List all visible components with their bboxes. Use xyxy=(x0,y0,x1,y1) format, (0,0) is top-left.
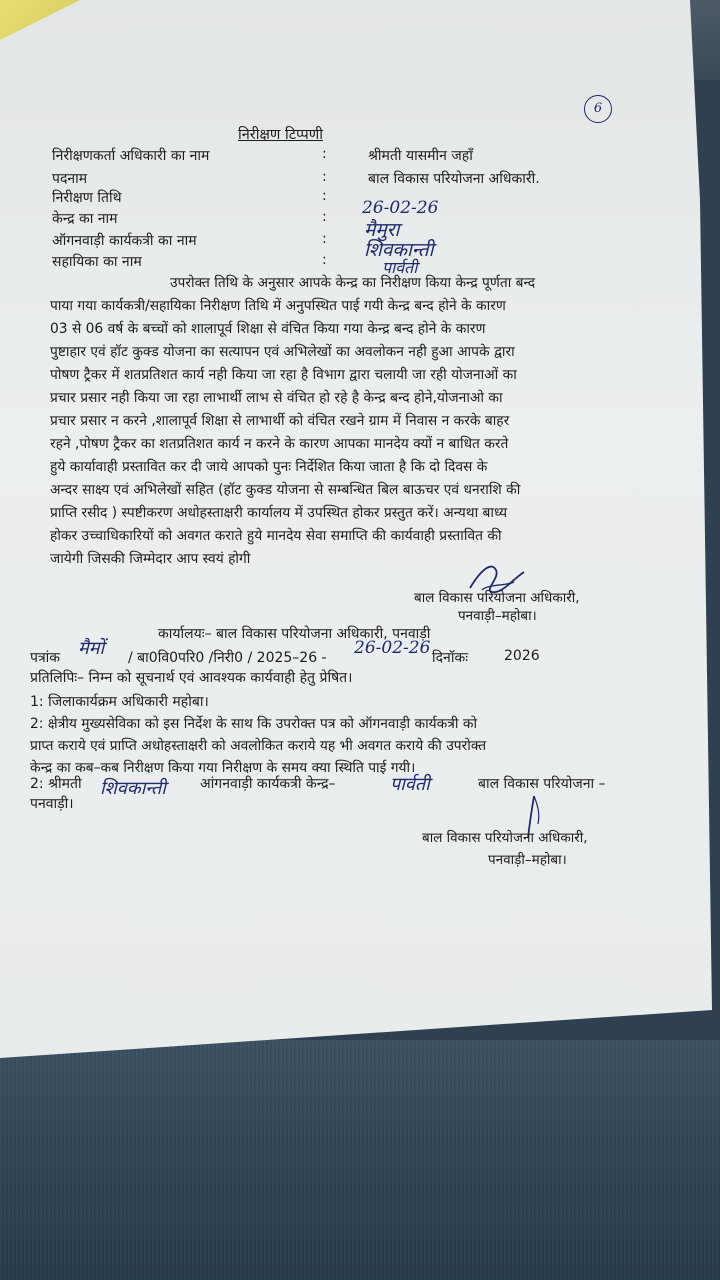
body-line: प्राप्ति रसीद ) स्पष्टीकरण अधोहस्ताक्षरी कार्यालय में उपस्थित होकर प्रस्तुत करें। अन्यथा बाध्य xyxy=(50,505,508,521)
ref-date-handwritten: 26-02-26 xyxy=(354,638,431,658)
page-number: 6 xyxy=(584,95,612,123)
signature-title: बाल विकास परियोजना अधिकारी, xyxy=(414,590,580,606)
ref-label: पत्रांक xyxy=(30,650,61,666)
field-label: पदनाम xyxy=(52,171,88,187)
signature-place: पनवाड़ी–महोबा। xyxy=(488,852,567,868)
copy-item: प्राप्त कराये एवं प्राप्ति अधोहस्ताक्षरी को अवलोकित कराये यह भी अवगत कराये की उपरोक्त xyxy=(30,738,487,754)
ref-number: / बा0वि0परि0 /निरी0 / 2025–26 - xyxy=(128,650,327,666)
field-sep: : xyxy=(322,231,327,247)
helper-name-handwritten: पार्वती xyxy=(382,258,418,277)
ref-year: 2026 xyxy=(504,648,540,664)
body-line: अन्दर साक्ष्य एवं अभिलेखों सहित (हॉट कुक्ड योजना से सम्बन्धित बिल बाऊचर एवं धनराशि की xyxy=(50,482,521,498)
field-label: निरीक्षणकर्ता अधिकारी का नाम xyxy=(52,148,210,164)
field-value: श्रीमती यासमीन जहाँ xyxy=(368,148,473,164)
field-value: बाल विकास परियोजना अधिकारी. xyxy=(368,171,540,187)
body-line: हुये कार्यावाही प्रस्तावित कर दी जाये आपको पुनः निर्देशित किया जाता है कि दो दिवस के xyxy=(50,459,488,475)
field-sep: : xyxy=(322,252,327,268)
body-line: उपरोक्त तिथि के अनुसार आपके केन्द्र का निरीक्षण किया केन्द्र पूर्णता बन्द xyxy=(170,275,536,291)
copy-item: 1: जिलाकार्यक्रम अधिकारी महोबा। xyxy=(30,694,209,710)
body-line: 03 से 06 वर्ष के बच्चों को शालापूर्व शिक्षा से वंचित किया गया केन्द्र बन्द होने के कारण xyxy=(50,321,486,337)
office-line: कार्यालयः– बाल विकास परियोजना अधिकारी, पनवाड़ी xyxy=(158,626,431,642)
body-line: पाया गया कार्यकत्री/सहायिका निरीक्षण तिथि में अनुपस्थित पाई गयी केन्द्र बन्द होने के कारण xyxy=(50,298,506,314)
copy-line: प्रतिलिपिः– निम्न को सूचनार्थ एवं आवश्यक कार्यवाही हेतु प्रेषित। xyxy=(30,670,353,686)
field-sep: : xyxy=(322,169,327,185)
body-line: होकर उच्चाधिकारियों को अवगत कराते हुये मानदेय सेवा समाप्ति की कार्यवाही प्रस्तावित की xyxy=(50,528,502,544)
field-sep: : xyxy=(322,209,327,225)
body-line: पुष्टाहार एवं हॉट कुक्ड योजना का सत्यापन एवं अभिलेखों का अवलोकन नही हुआ आपके द्वारा xyxy=(50,344,515,360)
field-label: ऑगनवाड़ी कार्यकत्री का नाम xyxy=(52,233,197,249)
field-label: केन्द्र का नाम xyxy=(52,211,118,227)
field-value-handwritten: मैमुरा xyxy=(364,219,400,241)
field-sep: : xyxy=(322,146,327,162)
field-value-handwritten: शिवकान्ती xyxy=(364,239,434,261)
ref-date-label: दिनॉकः xyxy=(432,650,469,666)
copy-item3-line2: पनवाड़ी। xyxy=(30,796,74,812)
body-line: जायेगी जिसकी जिम्मेदार आप स्वयं होगी xyxy=(50,551,251,567)
copy-item3-handwritten: पार्वती xyxy=(390,774,430,795)
copy-item3-handwritten: शिवकान्ती xyxy=(100,778,166,799)
copy-item3-prefix: 2: श्रीमती xyxy=(30,776,82,792)
ref-handwritten: मैमों xyxy=(78,638,105,659)
field-value-handwritten: 26-02-26 xyxy=(362,198,439,218)
copy-item: 2: क्षेत्रीय मुख्यसेविका को इस निर्देश के साथ कि उपरोक्त पत्र को ऑगनवाड़ी कार्यकत्री को xyxy=(30,716,478,732)
signature-title: बाल विकास परियोजना अधिकारी, xyxy=(422,830,588,846)
body-line: पोषण ट्रैकर में शतप्रतिशत कार्य नही किया जा रहा है विभाग द्वारा चलायी जा रही योजनाओं का xyxy=(50,367,517,383)
copy-item: केन्द्र का कब–कब निरीक्षण किया गया निरीक्षण के समय क्या स्थिति पाई गयी। xyxy=(30,760,416,776)
signature-place: पनवाड़ी–महोबा। xyxy=(458,608,537,624)
background-cloth xyxy=(0,1040,720,1280)
body-line: प्रचार प्रसार न करने ,शालापूर्व शिक्षा से लाभार्थी को वंचित रखने ग्राम में निवास न करके बाहर xyxy=(50,413,510,429)
document-heading: निरीक्षण टिप्पणी xyxy=(238,127,323,143)
copy-item3-suffix: बाल विकास परियोजना – xyxy=(478,776,606,792)
field-label: सहायिका का नाम xyxy=(52,254,142,270)
field-label: निरीक्षण तिथि xyxy=(52,190,122,206)
body-line: रहने ,पोषण ट्रैकर का शतप्रतिशत कार्य न करने के कारण आपका मानदेय क्यों न बाधित करते xyxy=(50,436,509,452)
body-line: प्रचार प्रसार नही किया जा रहा लाभार्थी लाभ से वंचित हो रहे है केन्द्र बन्द होने,योजनाओ का xyxy=(50,390,503,406)
copy-item3-mid: आंगनवाड़ी कार्यकत्री केन्द्र– xyxy=(200,776,336,792)
field-sep: : xyxy=(322,188,327,204)
